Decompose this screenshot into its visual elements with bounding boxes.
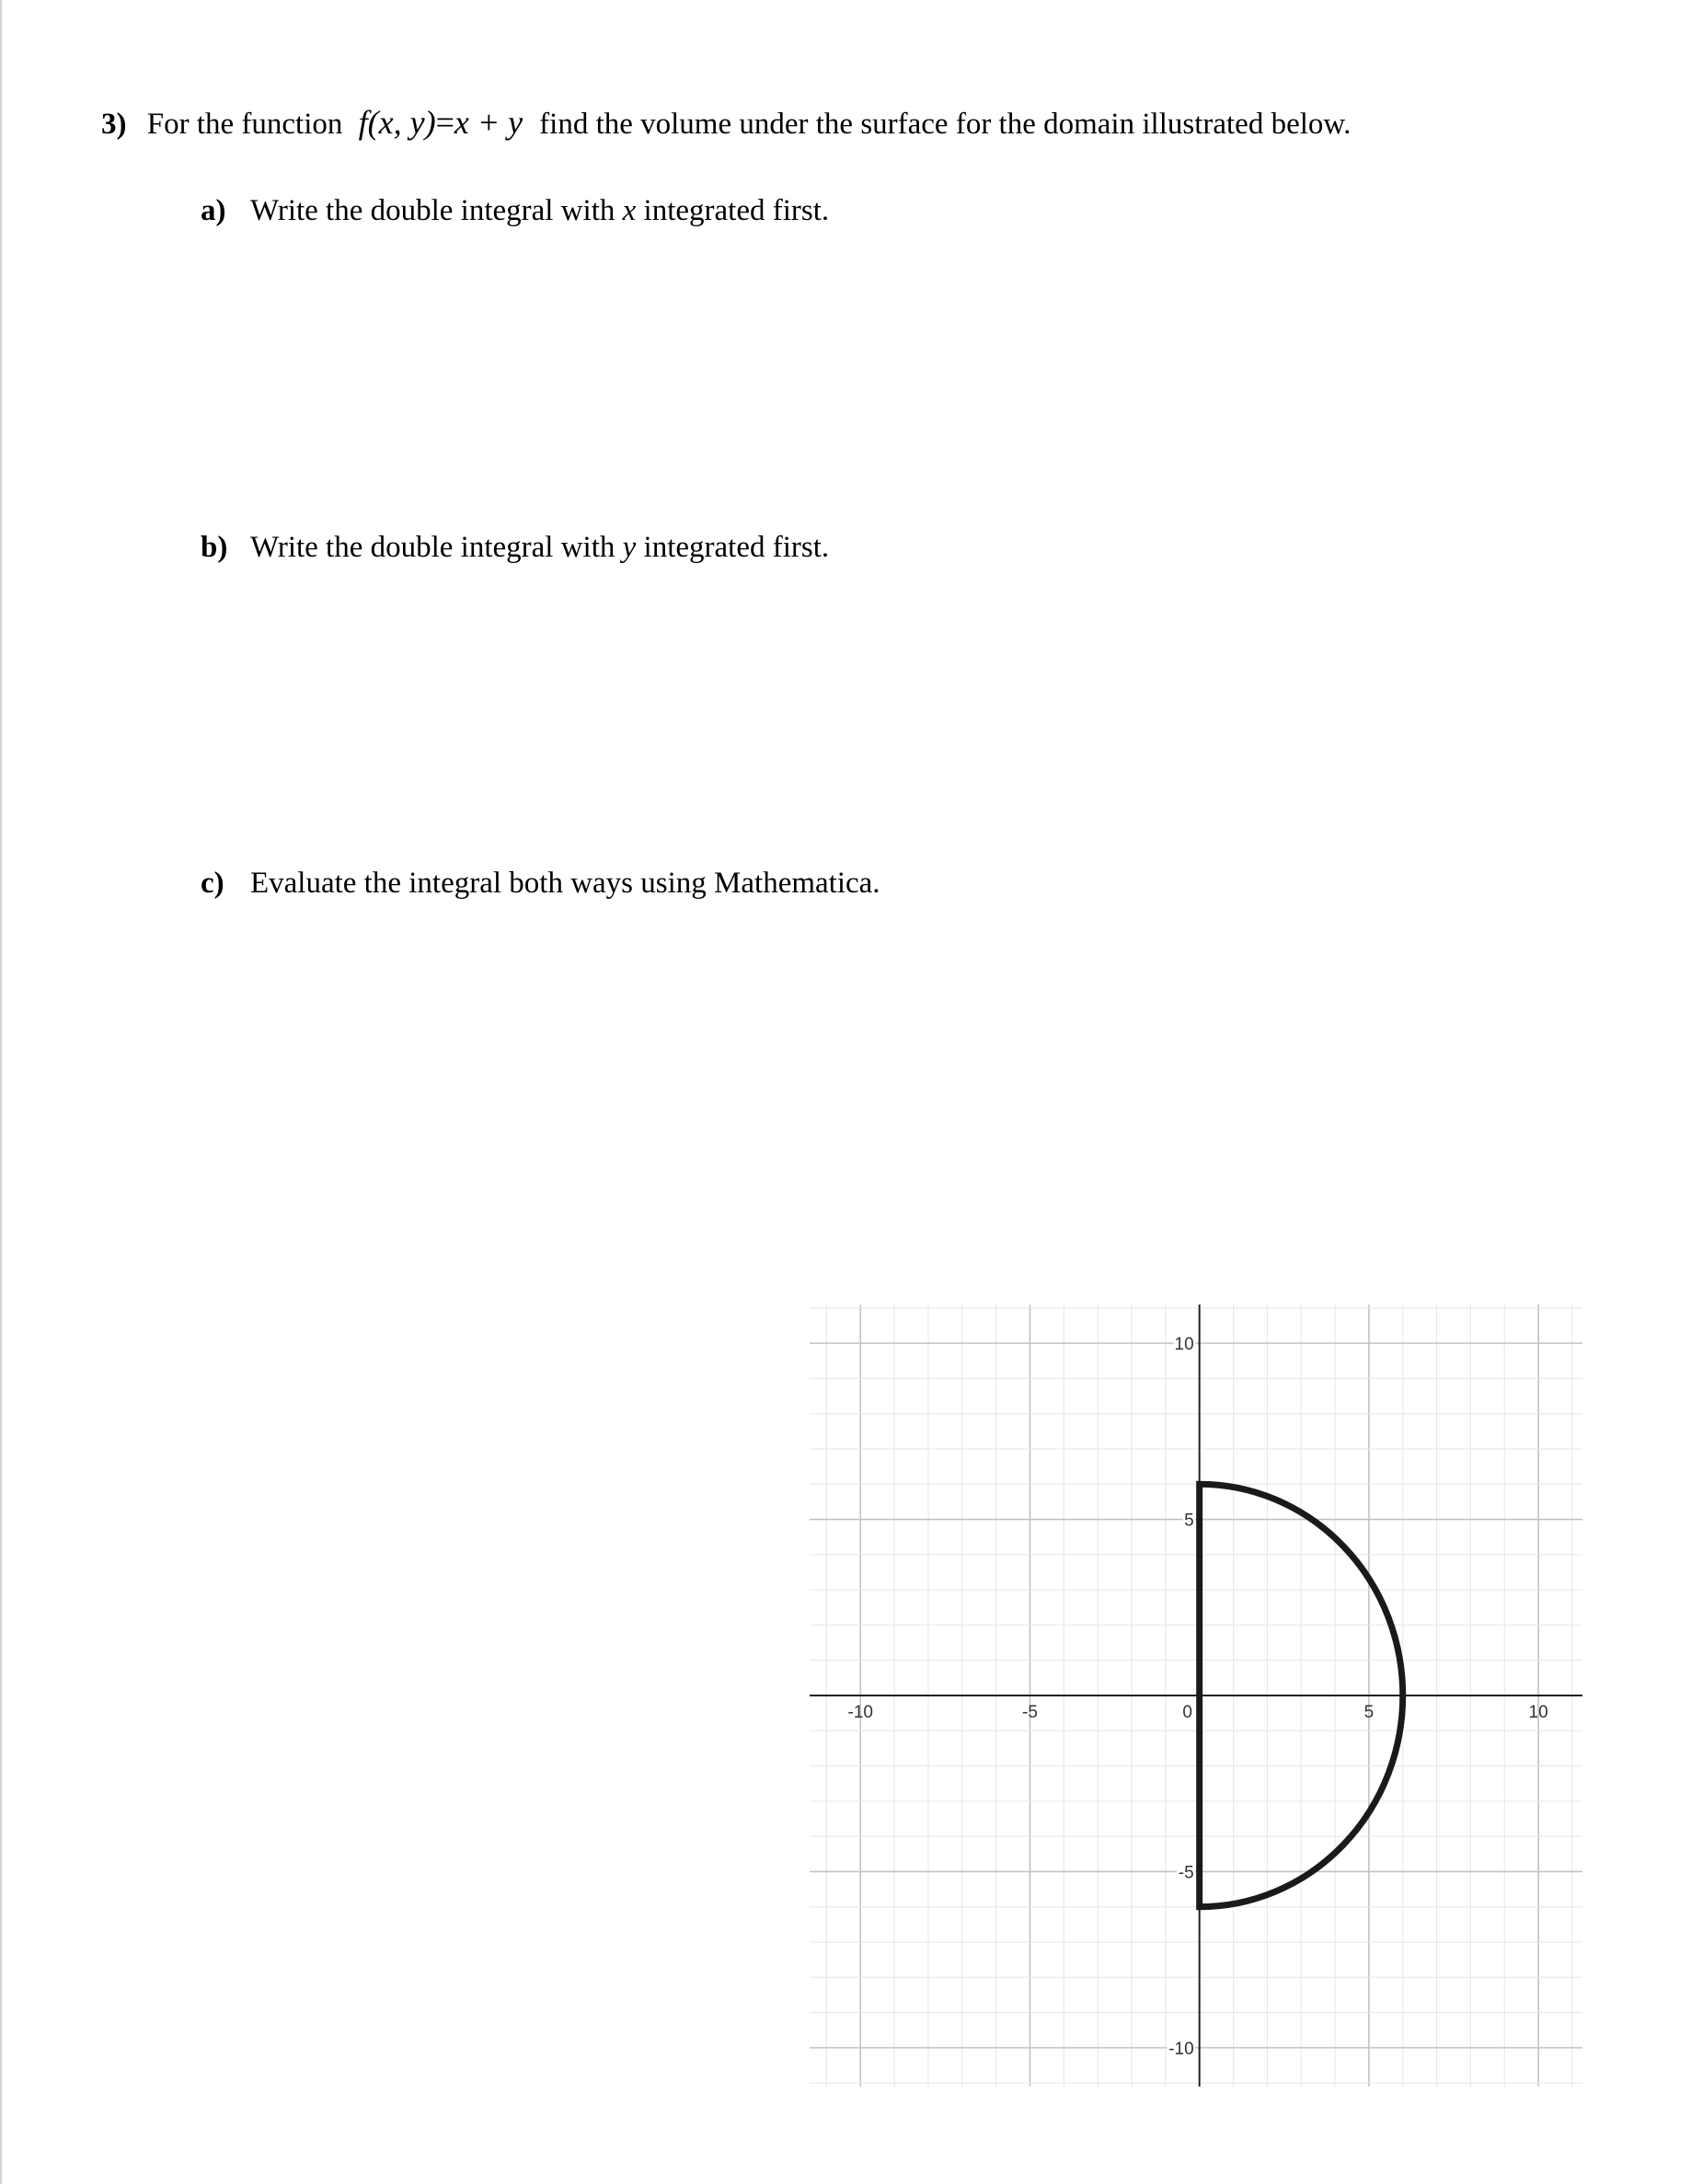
part-b-text-after: integrated first.: [636, 531, 830, 564]
x-tick-label: 5: [1363, 1703, 1375, 1722]
y-tick-label: 5: [1184, 1511, 1194, 1531]
part-b-variable: y: [622, 531, 637, 564]
x-tick-label: -10: [847, 1703, 873, 1722]
domain-graph: [810, 1305, 1582, 2086]
x-tick-label: 0: [1182, 1703, 1192, 1722]
x-tick-label: 10: [1528, 1703, 1548, 1722]
problem-statement: [101, 99, 1351, 147]
y-tick-label: -10: [1168, 2039, 1194, 2059]
part-c-text: Evaluate the integral both ways using Mathematica.: [250, 867, 880, 900]
part-a: [201, 188, 829, 234]
function-rhs: x + y: [454, 104, 523, 141]
function-equals: =: [435, 104, 454, 141]
y-tick-label: 10: [1174, 1335, 1194, 1355]
part-a-label: a): [201, 194, 226, 227]
problem-tail-text: find the volume under the surface for the domain illustrated below.: [539, 108, 1352, 141]
x-tick-label: -5: [1022, 1703, 1038, 1722]
part-a-variable: x: [622, 194, 637, 227]
part-b-label: b): [201, 531, 228, 564]
part-a-text-after: integrated first.: [636, 194, 830, 227]
problem-number: 3): [101, 108, 127, 141]
y-tick-label: -5: [1178, 1863, 1194, 1883]
part-b-text-before: Write the double integral with: [250, 531, 623, 564]
function-name: f: [358, 104, 368, 141]
function-args: (x, y): [367, 104, 436, 141]
part-a-text-before: Write the double integral with: [250, 194, 623, 227]
function-expression: [351, 104, 540, 141]
part-c: [201, 860, 880, 906]
part-b: [201, 524, 829, 570]
part-c-label: c): [201, 867, 224, 900]
page-edge: [0, 0, 2, 2184]
problem-lead-text: For the function: [146, 108, 343, 141]
